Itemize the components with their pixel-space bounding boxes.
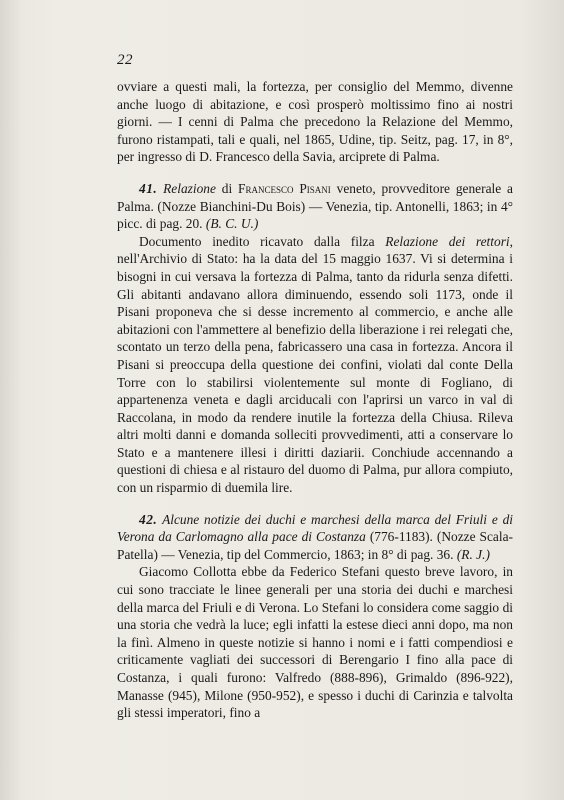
entry-41-sigla: (B. C. U.) xyxy=(205,216,259,232)
entry-41-title: Relazione xyxy=(163,180,216,196)
entry-42-citation xyxy=(117,511,513,564)
entry-41-number: 41. xyxy=(139,180,158,196)
entry-41-body-rest: , nell'Archivio di Stato: ha la data del 15 maggio 1637. Vi si determina i bisogni in cui versava la fortezza di Palma, tanto da ridurla senza difetti. Gli abitanti andavano allora diminuendo, essendo soli 1173, onde il Pisani proponeva che si desse incremento al commercio, e anche alle abitazioni con l'ammettere al benefizio della liberazione i rei relegati che, scontato un terzo della pena, fabricassero una casa in fortezza. Ancora il Pisani si preoccupa della questione dei confini, violati dal conte Della Torre con lo stabilirsi violentemente sul monte di Fogliano, di appartenenza veneta e dagli arciducali con l'aprirsi un varco in val di Raccolana, in modo da rendere inutile la fortezza della Chiusa. Rileva altri molti danni e domanda solleciti provvedimenti, atti a conservare lo Stato e a mantenere illesi i diritti daziarii. Conchiude accennando a questioni di chiesa e al ristauro del duomo di Palma, pur allora compiuto, con un risparmio di duemila lire. xyxy=(117,233,513,496)
entry-42-title: Alcune notizie dei duchi e marchesi della marca del Friuli e di Verona da Carlomagno alla pace di Costanza xyxy=(117,511,513,545)
entry-41-citation-rest: veneto, provveditore generale a Palma. (Nozze Bianchini-Du Bois) — Venezia, tip. Antonelli, 1863; in 4° picc. di pag. 20. xyxy=(117,180,513,232)
entry-42-number: 42. xyxy=(139,511,158,527)
entry-41-author: Francesco Pisani xyxy=(238,180,331,196)
entry-41-citation xyxy=(117,180,513,233)
entry-41-body xyxy=(117,233,513,497)
page-number: 22 xyxy=(117,52,133,68)
entry-41-author-prefix: di xyxy=(215,180,239,196)
page-text xyxy=(117,78,513,722)
entry-42-sigla: (R. J.) xyxy=(456,546,490,562)
entry-42-citation-rest: (776-1183). (Nozze Scala-Patella) — Venezia, tip del Commercio, 1863; in 8° di pag. 36. xyxy=(117,529,513,562)
entry-42-body: Giacomo Collotta ebbe da Federico Stefani questo breve lavoro, in cui sono tracciate le linee generali per una storia dei duchi e marchesi della marca del Friuli e di Verona. Lo Stefani lo considera come saggio di una storia che vedrà la luce; egli infatti la estese dieci anni dopo, ma non la finì. Almeno in queste notizie si hanno i nomi e i fatti compendiosi e criticamente vagliati dei successori di Berengario I fino alla pace di Costanza, i quali furono: Valfredo (888-896), Grimaldo (896-922), Manasse (945), Milone (950-952), e spesso i duchi di Carinzia e talvolta gli stessi imperatori, fino a xyxy=(117,564,513,721)
continuation-paragraph: ovviare a questi mali, la fortezza, per consiglio del Memmo, divenne anche luogo di abitazione, e così prosperò moltissimo fino ai nostri giorni. — I cenni di Palma che precedono la Relazione del Memmo, furono ristampati, tali e quali, nel 1865, Udine, tip. Seitz, pag. 17, in 8°, per ingresso di D. Francesco della Savia, arciprete di Palma. xyxy=(117,79,513,165)
entry-41-body-filza: Relazione dei rettori xyxy=(385,233,510,249)
entry-41-body-lead: Documento inedito ricavato dalla filza xyxy=(139,233,386,249)
